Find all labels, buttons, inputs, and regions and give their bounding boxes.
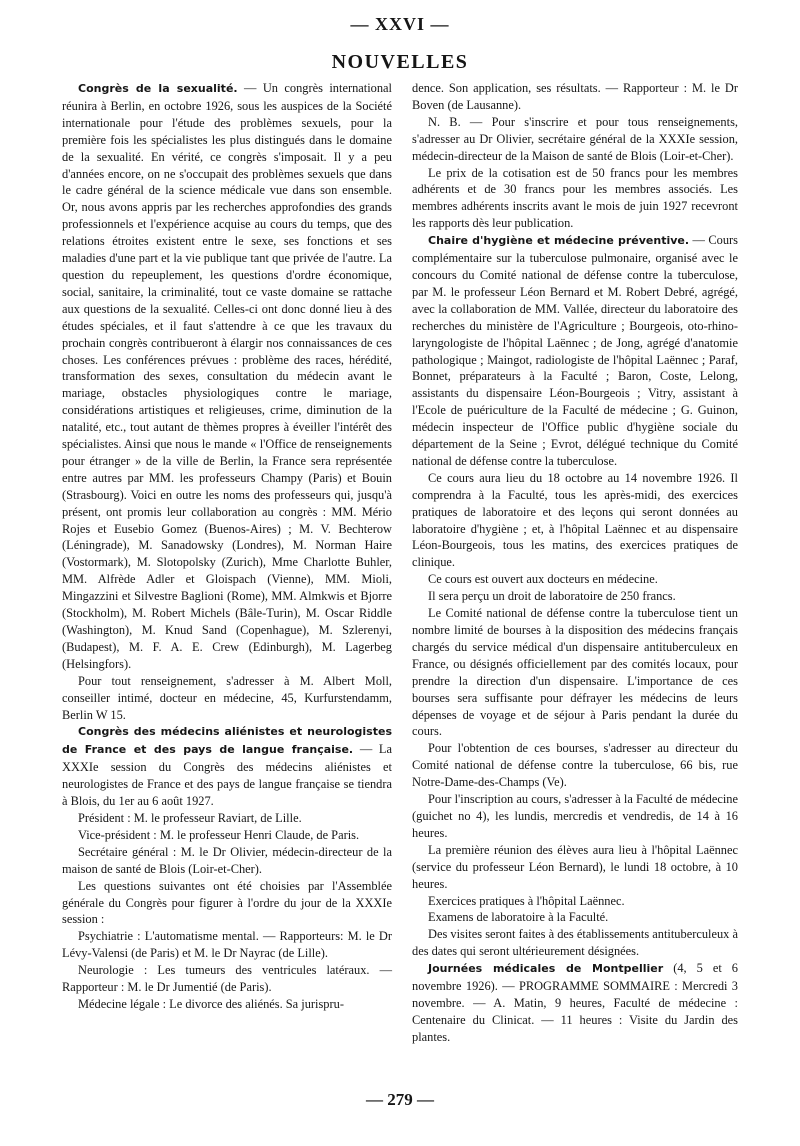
- paragraph: [412, 791, 738, 842]
- paragraph: [62, 878, 392, 929]
- left-column: [62, 80, 392, 1013]
- paragraph: [412, 571, 738, 588]
- paragraph-text: Psychiatrie : L'automatisme mental. — Rapporteurs: M. le Dr Lévy-Valensi (de Paris) et M. le Dr Nayrac (de Lille).: [62, 929, 392, 961]
- paragraph-text: Le Comité national de défense contre la tuberculose tient un nombre limité de bourses à la disposition des médecins français chargés du service médical d'un dispensaire antituberculeux en France, ou désignés officiellement par des comités locaux, pour prendre la direction d'un dispensaire. L'importance de ces bourses sera suffisante pour défrayer les médecins de leurs dépenses de voyage et de séjour à Paris pendant la durée du cours.: [412, 606, 738, 739]
- paragraph-text: (4, 5 et 6 novembre 1926). — PROGRAMME SOMMAIRE : Mercredi 3 novembre. — A. Matin, 9 heures, Faculté de médecine : Centenaire du Clinicat. — 11 heures : Visite du Jardin des plantes.: [412, 961, 738, 1044]
- paragraph-text: Neurologie : Les tumeurs des ventricules latéraux. — Rapporteur : M. le Dr Jumentié (de Paris).: [62, 963, 392, 995]
- paragraph: [412, 960, 738, 1046]
- paragraph-text: Il sera perçu un droit de laboratoire de 250 francs.: [428, 589, 676, 604]
- right-column: [412, 80, 738, 1046]
- paragraph: [412, 926, 738, 960]
- paragraph-text: La première réunion des élèves aura lieu à l'hôpital Laënnec (service du professeur Léon Bernard), le lundi 18 octobre, à 10 heures.: [412, 842, 738, 891]
- paragraph: [412, 470, 738, 571]
- paragraph-text: Le prix de la cotisation est de 50 francs pour les membres adhérents et de 30 francs pour les membres associés. Les membres adhérents inscrits avant le mois de juin 1927 recevront les rapports dès leur publication.: [412, 165, 738, 231]
- paragraph-text: Les questions suivantes ont été choisies par l'Assemblée générale du Congrès pour figurer à l'ordre du jour de la XXXIe session :: [62, 878, 392, 927]
- section-heading: Congrès de la sexualité.: [78, 82, 238, 95]
- paragraph: [62, 673, 392, 724]
- paragraph-text: Ce cours aura lieu du 18 octobre au 14 novembre 1926. Il comprendra à la Faculté, tous les après-midi, des exercices pratiques de laboratoire et des leçons qui seront données au laboratoire d'hygiène ; et, à l'hôpital Laënnec et au dispensaire Léon-Bourgeois, tous les matins, des exercices pratiques de clinique.: [412, 470, 738, 570]
- paragraph-text: dence. Son application, ses résultats. — Rapporteur : M. le Dr Boven (de Lausanne).: [412, 81, 738, 112]
- paragraph: [412, 605, 738, 740]
- paragraph-text: Médecine légale : Le divorce des aliénés. Sa jurispru-: [78, 996, 344, 1011]
- paragraph-text: Ce cours est ouvert aux docteurs en médecine.: [428, 572, 658, 587]
- paragraph: [412, 842, 738, 893]
- paragraph: [412, 588, 738, 605]
- paragraph-text: — La XXXIe session du Congrès des médecins aliénistes et neurologistes de France et des pays de langue française se tiendra à Blois, du 1er au 6 août 1927.: [62, 742, 392, 809]
- paragraph-text: Exercices pratiques à l'hôpital Laënnec.: [428, 893, 625, 908]
- page-title: NOUVELLES: [331, 51, 469, 73]
- paragraph-text: Pour l'obtention de ces bourses, s'adresser au directeur du Comité national de défense contre la tuberculose, 66 bis, rue Notre-Dame-des-Champs (Ve).: [412, 741, 738, 790]
- paragraph: [62, 810, 392, 827]
- paragraph: [412, 165, 738, 233]
- paragraph: [62, 962, 392, 996]
- paragraph: [62, 844, 392, 878]
- page-roman-numeral: — XXVI —: [350, 14, 450, 34]
- section-heading: Congrès des médecins aliénistes et neurologistes de France et des pays de langue française.: [62, 725, 392, 757]
- page-number: — 279 —: [366, 1090, 434, 1109]
- paragraph: [62, 723, 392, 810]
- paragraph: [62, 996, 392, 1013]
- paragraph-text: Des visites seront faites à des établissements antituberculeux à des dates qui seront ultérieurement désignées.: [412, 927, 738, 959]
- paragraph: [412, 740, 738, 791]
- paragraph-text: Examens de laboratoire à la Faculté.: [428, 910, 609, 925]
- paragraph-text: — Cours complémentaire sur la tuberculose pulmonaire, organisé avec le concours du Comité national de défense contre la tuberculose, par M. le professeur Léon Bernard et M. Robert Debré, agrégé, avec la collaboration de MM. Vallée, directeur du laboratoire des recherches du ministère de l'Agriculture ; Bourgeois, oto-rhino-laryngologiste de l'hôpital Laënnec ; de Jong, agrégé d'anatomie pathologique ; Maingot, radiologiste de l'hôpital Laënnec ; Paraf, Bonnet, préparateurs à la Faculté ; Baron, Coste, Lelong, assistants du dispensaire Léon-Bourgeois ; Vitry, assistant à l'Ecole de puériculture de la Faculté de médecine ; G. Guinon, médecin inspecteur de l'Office public d'hygiène sociale du département de la Seine ; Evrot, délégué technique du Comité national de défense contre la tuberculose.: [412, 233, 738, 468]
- paragraph: [62, 80, 392, 673]
- paragraph-text: N. B. — Pour s'inscrire et pour tous renseignements, s'adresser au Dr Olivier, secrétaire général de la XXXIe session, médecin-directeur de la Maison de santé de Blois (Loir-et-Cher).: [412, 114, 738, 163]
- paragraph-text: — Un congrès international réunira à Berlin, en octobre 1926, sous les auspices de la Société internationale pour l'étude des problèmes sexuels, pour la première fois les spécialistes les plus distingués dans le domaine de la sexualité. En vérité, ce congrès s'imposait. Il y a peu d'années encore, on ne s'occupait des problèmes sexuels que dans le cadre général de la science médicale vue dans son ensemble. Or, nous avons appris par les recherches approfondies des grands professionnels et l'expérience acquise au cours du temps, que des relations étroites existent entre le sexe, ses fonctions et ses maladies d'une part et la vie publique tant que privée de l'autre. La question du repeuplement, les questions d'ordre économique, social, sanitaire, la criminalité, tout ce vaste domaine se rattache aux questions de la sexualité. Celles-ci ont donc donné lieu à des études spéciales, et il faut s'attendre à ce que les travaux du prochain congrès contribueront à élargir nos connaissances de ces choses. Les conférences prévues : problème des races, hérédité, transformation des sexes, consultation du médecin avant le mariage, obstacles physiologiques contre le mariage, considérations artistiques et religieuses, crime, diminution de la natalité, etc., tout autant de thèmes propres à éveiller l'intérêt des spécialistes. Ainsi que nous le mande « l'Office de renseignements pour étranger » de la ville de Berlin, la France sera représentée entre autres par MM. les professeurs Champy (Paris) et Bouin (Strasbourg). Voici en outre les noms des professeurs qui, jusqu'à présent, ont promis leur collaboration au congrès : MM. Mério Rojes et Eusebio Gomez (Buenos-Aires) ; M. V. Bechterow (Léningrade), M. Sanadowsky (Londres), M. Norman Haire (Vostormark), M. Slotopolsky (Zurich), Mme Charlotte Buhler, MM. Alfrède Adler et Gloispach (Vienne), MM. Mioli, Mingazzini et Silvestre Baglioni (Rome), MM. Almkwis et Bjorre (Stockholm), M. Robert Michels (Bâle-Turin), M. Oscar Riddle (Washington), M. Knud Sand (Copenhague), M. Szlerenyi, (Budapest), M. F. A. E. Crew (Edinburgh), M. Lagerbeg (Helsingfors).: [62, 81, 392, 671]
- paragraph-text: Pour l'inscription au cours, s'adresser à la Faculté de médecine (guichet no 4), les lundis, mercredis et vendredis, de 14 à 16 heures.: [412, 792, 738, 840]
- paragraph: [412, 114, 738, 165]
- section-heading: Chaire d'hygiène et médecine préventive.: [428, 234, 690, 248]
- paragraph: [412, 232, 738, 470]
- paragraph: [412, 80, 738, 114]
- paragraph-text: Secrétaire général : M. le Dr Olivier, médecin-directeur de la maison de santé de Blois (Loir-et-Cher).: [62, 844, 392, 876]
- section-heading: Journées médicales de Montpellier: [428, 962, 664, 976]
- paragraph-text: Président : M. le professeur Raviart, de Lille.: [78, 810, 302, 825]
- paragraph-text: Pour tout renseignement, s'adresser à M. Albert Moll, conseiller intimé, docteur en médecine, 45, Kurfurstendamm, Berlin W 15.: [62, 673, 392, 722]
- paragraph: [62, 827, 392, 844]
- paragraph: [62, 928, 392, 962]
- paragraph: [412, 909, 738, 926]
- paragraph-text: Vice-président : M. le professeur Henri Claude, de Paris.: [78, 827, 360, 842]
- paragraph: [412, 893, 738, 910]
